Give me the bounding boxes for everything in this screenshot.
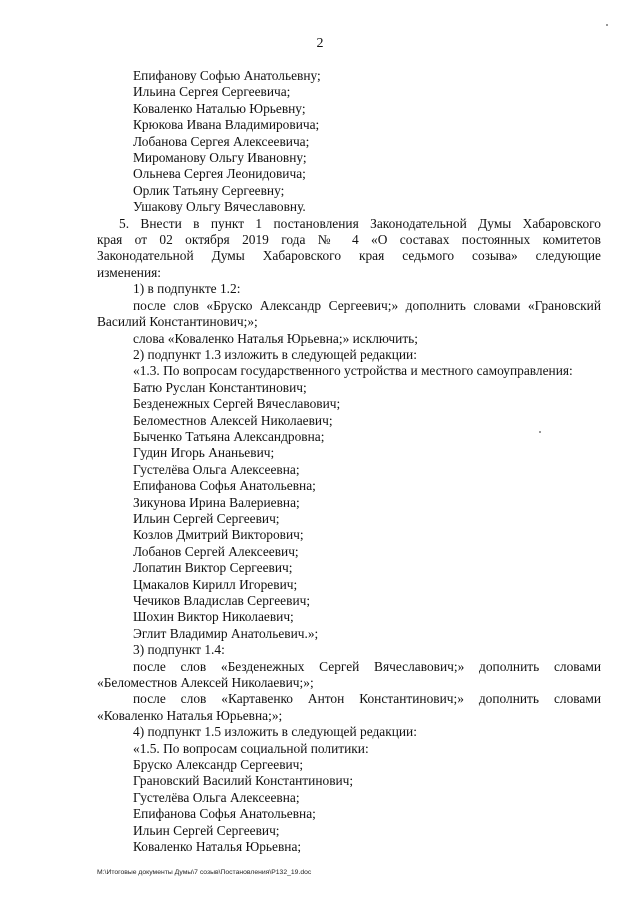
text-line: после слов «Безденежных Сергей Вячеславович;» дополнить словами xyxy=(133,658,601,674)
text-line: Василий Константинович;»; xyxy=(97,314,258,330)
text-line: Епифанова Софья Анатольевна; xyxy=(133,478,316,494)
text-line: Безденежных Сергей Вячеславович; xyxy=(133,396,341,412)
text-line: 4) подпункт 1.5 изложить в следующей редакции: xyxy=(133,724,417,740)
text-line: 2) подпункт 1.3 изложить в следующей редакции: xyxy=(133,346,417,362)
text-line: Чечиков Владислав Сергеевич; xyxy=(133,593,311,608)
text-line: после слов «Бруско Александр Сергеевич;» дополнить словами «Грановский xyxy=(133,297,601,313)
text-line: Грановский Василий Константинович; xyxy=(133,773,354,789)
text-line: Крюкова Ивана Владимировича; xyxy=(133,117,320,133)
text-line: Епифанову Софью Анатольевну; xyxy=(133,68,321,83)
text-line: Ольнева Сергея Леонидовича; xyxy=(133,166,306,182)
text-line: 5. Внести в пункт 1 постановления Законодательной Думы Хабаровского xyxy=(119,215,601,231)
text-line: Цмакалов Кирилл Игоревич; xyxy=(133,576,298,592)
text-line: Законодательной Думы Хабаровского края седьмого созыва» следующие xyxy=(97,248,601,264)
text-line: Быченко Татьяна Александровна; xyxy=(133,428,325,444)
text-line: Беломестнов Алексей Николаевич; xyxy=(133,412,333,428)
text-line: края от 02 октября 2019 года № 4 «О составах постоянных комитетов xyxy=(97,232,601,248)
text-line: Козлов Дмитрий Викторович; xyxy=(133,527,304,543)
text-line: 1) в подпункте 1.2: xyxy=(133,281,241,297)
text-line: Лобанов Сергей Алексеевич; xyxy=(133,543,299,559)
text-line: Густелёва Ольга Алексеевна; xyxy=(133,789,300,805)
text-line: «Коваленко Наталья Юрьевна;»; xyxy=(97,707,283,723)
text-line: Лобанова Сергея Алексеевича; xyxy=(133,133,310,149)
text-line: Гудин Игорь Ананьевич; xyxy=(133,445,275,461)
text-line: изменения: xyxy=(97,264,162,280)
text-line: Бруско Александр Сергеевич; xyxy=(133,757,304,773)
page-number: 2 xyxy=(316,36,324,51)
text-line: Эглит Владимир Анатольевич.»; xyxy=(133,625,319,641)
text-line: «1.5. По вопросам социальной политики: xyxy=(133,740,369,756)
text-line: слова «Коваленко Наталья Юрьевна;» исключить; xyxy=(133,330,418,346)
document-body xyxy=(97,68,601,856)
text-line: Зикунова Ирина Валериевна; xyxy=(133,494,300,510)
text-line: 3) подпункт 1.4: xyxy=(133,642,225,658)
text-line: Ильина Сергея Сергеевича; xyxy=(133,84,291,100)
text-line: Батю Руслан Константинович; xyxy=(133,379,307,395)
scan-speck xyxy=(539,431,541,433)
text-line: Шохин Виктор Николаевич; xyxy=(133,609,294,625)
text-line: «Беломестнов Алексей Николаевич;»; xyxy=(97,675,314,691)
text-line: после слов «Картавенко Антон Константинович;» дополнить словами xyxy=(133,691,601,707)
text-line: Коваленко Наталья Юрьевна; xyxy=(133,839,302,855)
text-line: Епифанова Софья Анатольевна; xyxy=(133,806,316,822)
text-line: Ильин Сергей Сергеевич; xyxy=(133,510,280,526)
text-line: Ильин Сергей Сергеевич; xyxy=(133,822,280,838)
text-line: Мироманову Ольгу Ивановну; xyxy=(133,150,307,166)
text-line: Орлик Татьяну Сергеевну; xyxy=(133,182,285,198)
text-line: «1.3. По вопросам государственного устройства и местного самоуправления: xyxy=(133,363,573,379)
text-line: Густелёва Ольга Алексеевна; xyxy=(133,461,300,477)
file-path-footer: M:\Итоговые документы Думы\7 созыв\Постановления\P132_19.doc xyxy=(97,869,312,876)
scan-speck xyxy=(606,24,608,26)
text-line: Лопатин Виктор Сергеевич; xyxy=(133,560,293,576)
text-line: Коваленко Наталью Юрьевну; xyxy=(133,100,306,116)
text-line: Ушакову Ольгу Вячеславовну. xyxy=(133,199,306,215)
